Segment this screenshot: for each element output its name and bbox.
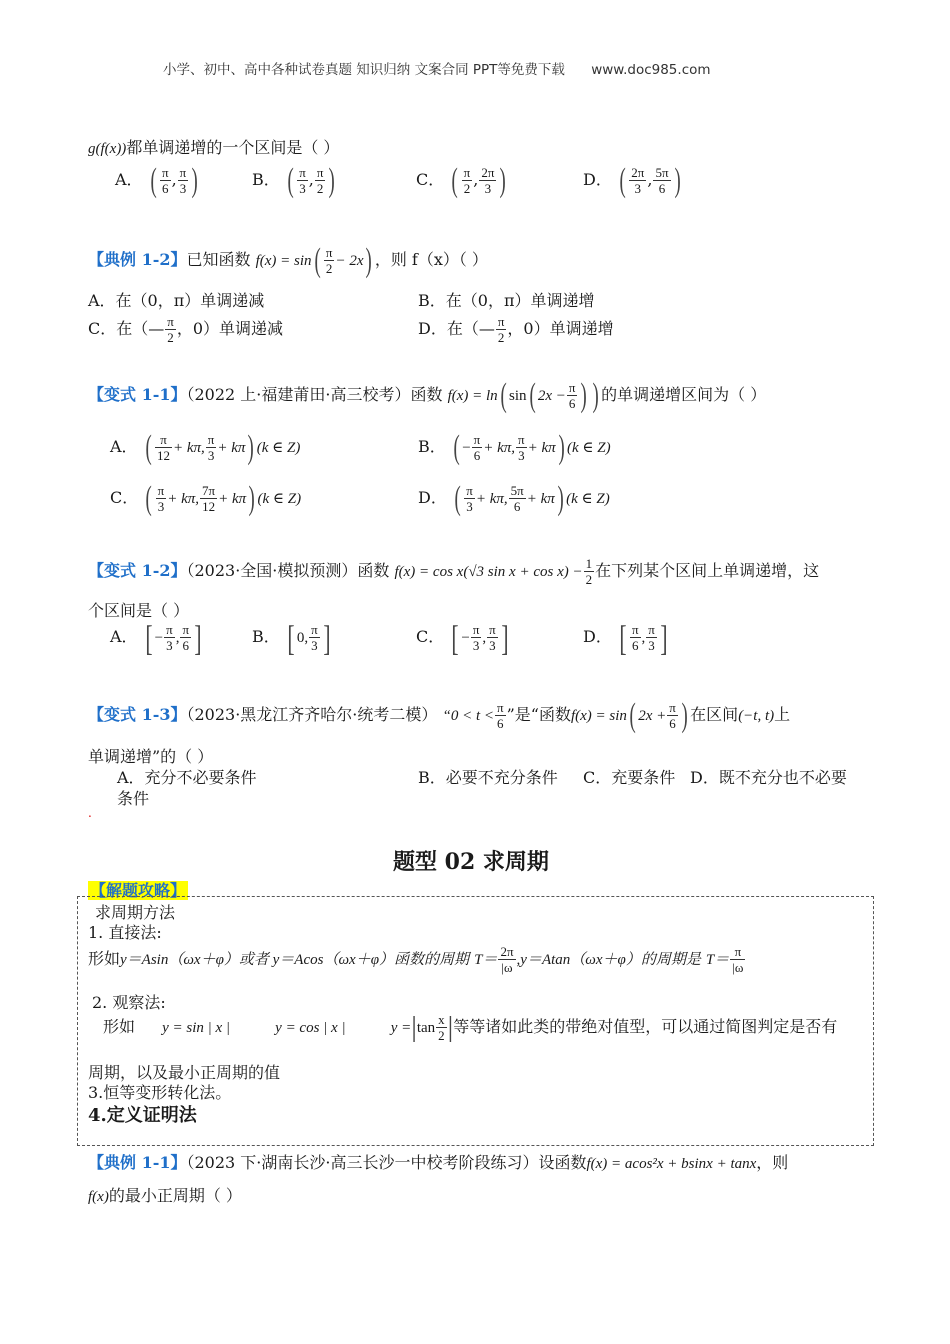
frac-num: π: [311, 622, 318, 637]
option-d: D．既不充分也不必要: [690, 768, 847, 787]
term: + kπ,: [475, 491, 508, 507]
m2-f3-tan: tan: [416, 1020, 436, 1036]
kz: (k ∈ Z): [566, 491, 610, 507]
method-3: 3.恒等变形转化法。: [88, 1083, 232, 1102]
option-a: A．充分不必要条件: [117, 768, 257, 787]
frac-den: 3: [648, 638, 655, 653]
frac-den: 3: [634, 181, 642, 196]
frac-den: 12: [202, 499, 216, 514]
method-2-line: 形如 y = sin | x | y = cos | x | y =|tan $\frac{x}{2}$ |等等诸如此类的带绝对值型，可以通过简图判定是否有: [103, 1011, 838, 1043]
term: ,: [641, 630, 646, 646]
option-label: D．: [583, 627, 612, 646]
frac-den: 6: [162, 181, 169, 196]
frac-den: 6: [182, 638, 189, 653]
option-b: B． ( $\frac{\pi}{3}$ , $\frac{\pi}{2}$ ): [252, 161, 336, 199]
variant-tag: 【变式 1-1】: [88, 385, 187, 404]
frac-den: 3: [179, 181, 187, 196]
frac-den: 3: [166, 638, 173, 653]
frac-num: π: [166, 622, 173, 637]
frac-num: π: [473, 432, 481, 447]
frac-den: 3: [299, 181, 306, 196]
method-4: 4.定义证明法: [88, 1105, 197, 1126]
term: + kπ,: [167, 491, 200, 507]
term: −: [154, 630, 164, 646]
frac-num: 2π: [631, 165, 645, 180]
option-label: B．: [252, 170, 280, 189]
frac-num: π: [466, 483, 473, 498]
variant-tag: 【变式 1-3】: [88, 705, 187, 724]
header-text: 小学、初中、高中各种试卷真题 知识归纳 文案合同 PPT等免费下载: [163, 62, 565, 78]
frac-den: 3: [466, 499, 473, 514]
method-2-line2: 周期，以及最小正周期的值: [88, 1063, 281, 1082]
frac-den: 2: [438, 1028, 445, 1043]
term: + kπ,: [483, 440, 516, 456]
variant-line2: 个区间是（ ）: [88, 601, 190, 620]
example-1-1-period: [88, 1150, 788, 1173]
term: + kπ: [526, 491, 555, 507]
example-line2: [88, 1183, 242, 1206]
frac-den: 12: [156, 448, 170, 463]
variant-line2: 单调递增”的（ ）: [88, 747, 214, 766]
m1-T1: T＝: [474, 952, 498, 968]
strategy-tag-text: 【解题攻略】: [90, 881, 187, 900]
frac-den: 2: [585, 572, 593, 587]
option-label: A．: [110, 437, 138, 456]
line2-math: f(x): [88, 1189, 109, 1205]
kz: (k ∈ Z): [566, 440, 611, 456]
m2-f2: y = cos | x |: [275, 1020, 346, 1036]
interval-post: 上: [774, 705, 791, 724]
variant-post: 的单调递增区间为（ ）: [601, 385, 767, 404]
frac-den: 6: [513, 499, 521, 514]
option-c: C． ( $\frac{\pi}{3}$ + kπ, $\frac{7\pi}{12}$ + kπ) (k ∈ Z): [110, 479, 302, 517]
frac-num: π: [489, 622, 496, 637]
frac-num: π: [299, 165, 306, 180]
frac-num: 1: [585, 556, 593, 571]
interval: (−t, t): [738, 708, 775, 724]
frac-num: π: [472, 622, 480, 637]
option-a: A．在（0，π）单调递减: [88, 291, 265, 310]
term: −: [461, 630, 470, 646]
line2-text: 的最小正周期（ ）: [108, 1186, 242, 1205]
frac-den: |ω: [501, 960, 513, 975]
option-d-continued: 条件: [117, 789, 150, 808]
term: ,: [175, 630, 180, 646]
func-expr: f(x) = ln: [447, 388, 498, 404]
stray-dot: .: [88, 806, 92, 820]
m2-f1: y = sin | x |: [162, 1020, 231, 1036]
question-stem: [88, 135, 339, 158]
option-c: C． ( $\frac{\pi}{2}$ , $\frac{2\pi}{3}$ ): [416, 161, 507, 199]
frac-den: 2: [325, 261, 333, 276]
stem-math: g(f(x)): [88, 141, 127, 157]
variant-1-1: 【变式 1-1】（2022 上·福建莆田·高三校考）函数 f(x) = ln( sin( 2x − $\frac{\pi}{6}$ ) ) 的单调递增区间为（ ）: [88, 376, 767, 414]
frac-num: 2π: [500, 944, 514, 959]
cond-pre: “0 < t <: [442, 708, 494, 724]
option-label: B．: [418, 437, 446, 456]
option-b: B．必要不充分条件: [418, 768, 558, 787]
option-b: B．在（0，π）单调递增: [418, 291, 595, 310]
func-expr: f(x) = acos²x + bsinx + tanx: [586, 1156, 757, 1172]
example-source: （2023 下·湖南长沙·高三长沙一中校考阶段练习）设函数: [186, 1153, 587, 1172]
m2-b: 等等诸如此类的带绝对值型，可以通过简图判定是否有: [453, 1017, 838, 1036]
option-label: B．: [252, 627, 280, 646]
kz: (k ∈ Z): [257, 491, 302, 507]
frac-den: 2: [463, 181, 471, 196]
frac-den: 3: [489, 638, 496, 653]
frac-den: 3: [484, 181, 492, 196]
m2-a: 形如: [103, 1017, 136, 1036]
option-d-pre: D．在（—: [418, 319, 495, 338]
header-site: www.doc985.com: [591, 62, 711, 78]
frac-den: 2: [316, 181, 324, 196]
frac-num: π: [730, 944, 745, 960]
frac-num: π: [155, 432, 172, 448]
frac-num: π: [518, 432, 525, 447]
variant-source: （2023·黑龙江齐齐哈尔·统考二模）: [186, 705, 438, 724]
example-post: ，则: [756, 1153, 789, 1172]
method-1-line: [88, 944, 746, 975]
frac-num: π: [631, 622, 639, 637]
frac-num: π: [497, 700, 504, 715]
frac-num: π: [179, 165, 187, 180]
frac-den: 3: [518, 448, 525, 463]
frac-den: 6: [631, 638, 639, 653]
example-tag: 【典例 1-2】: [88, 250, 187, 269]
m1-c: ,y＝Atan（ωx＋φ）的周期是: [516, 952, 701, 968]
frac-num: π: [497, 314, 505, 329]
term: + kπ: [527, 440, 556, 456]
option-a: A． ( $\frac{\pi}{12}$ + kπ, $\frac{\pi}{3}$ + kπ) (k ∈ Z): [110, 428, 301, 466]
frac-den: |ω: [732, 960, 744, 975]
option-label: C．: [416, 170, 445, 189]
frac-num: π: [161, 165, 169, 180]
frac-num: x: [438, 1012, 445, 1027]
option-label: A．: [110, 627, 138, 646]
frac-den: 2: [497, 330, 505, 345]
method-1: 1. 直接法:: [88, 923, 162, 942]
frac-num: 5π: [655, 165, 669, 180]
option-b: B． ( − $\frac{\pi}{6}$ + kπ, $\frac{\pi}{3}$ + kπ) (k ∈ Z): [418, 428, 611, 466]
m1-T2: T＝: [705, 952, 730, 968]
term: 0,: [296, 630, 309, 646]
func-expr: f(x) = sin: [570, 708, 627, 724]
frac-num: π: [316, 165, 324, 180]
variant-1-3: 【变式 1-3】（2023·黑龙江齐齐哈尔·统考二模） “0 < t < $\frac{\pi}{6}$ ”是“函数f(x) = sin( 2x + $\frac{\pi}{6}$ ) 在区间(−t, t)上: [88, 696, 791, 734]
option-c: [88, 314, 283, 345]
variant-post: 在下列某个区间上单调递增，这: [595, 561, 820, 580]
option-label: D．: [418, 488, 447, 507]
frac-den: 3: [472, 638, 480, 653]
option-c: C．充要条件: [583, 768, 676, 787]
example-post: ，则 f（x）（ ）: [374, 250, 488, 269]
option-label: A．: [115, 170, 143, 189]
term: + kπ: [217, 440, 246, 456]
option-a: A． ( $\frac{\pi}{6}$ , $\frac{\pi}{3}$ ): [115, 161, 199, 199]
option-label: C．: [110, 488, 139, 507]
header-banner: [163, 58, 711, 78]
term: −: [462, 440, 471, 456]
frac-den: 6: [658, 181, 666, 196]
func-tail: − 2x: [335, 253, 364, 269]
option-d: D． ( $\frac{\pi}{3}$ + kπ, $\frac{5\pi}{6}$ + kπ) (k ∈ Z): [418, 479, 610, 517]
m2-f3-pre: y =: [390, 1020, 412, 1036]
frac-den: 3: [207, 448, 215, 463]
example-tag: 【典例 1-1】: [88, 1153, 187, 1172]
option-label: D．: [583, 170, 612, 189]
frac-den: 3: [157, 499, 165, 514]
frac-num: π: [669, 700, 676, 715]
term: + kπ: [218, 491, 247, 507]
option-c: C． [ − $\frac{\pi}{3}$ , $\frac{\pi}{3}$ ]: [416, 617, 509, 658]
stem-text: 都单调递增的一个区间是（ ）: [126, 138, 340, 157]
option-a: A． [ − $\frac{\pi}{3}$ , $\frac{\pi}{6}$ ]: [110, 617, 202, 658]
func-expr: f(x) = sin: [255, 253, 312, 269]
frac-num: 2π: [481, 165, 495, 180]
m1-b: y＝Asin（ωx＋φ）或者 y＝Acos（ωx＋φ）函数的周期: [120, 952, 470, 968]
term: ,: [482, 630, 487, 646]
frac-num: π: [325, 245, 333, 260]
frac-den: 6: [669, 716, 676, 731]
func-expr: f(x) = cos x(√3 sin x + cos x) −: [394, 564, 583, 580]
func-arg: 2x −: [537, 388, 566, 404]
frac-num: π: [463, 165, 471, 180]
frac-num: π: [167, 314, 174, 329]
method-2: 2. 观察法:: [92, 993, 166, 1012]
section-title: 题型 02 求周期: [393, 849, 549, 875]
frac-den: 2: [167, 330, 174, 345]
frac-num: π: [157, 483, 165, 498]
frac-den: 3: [311, 638, 318, 653]
option-c-pre: C．在（—: [88, 319, 165, 338]
frac-num: π: [207, 432, 215, 447]
strategy-title: 求周期方法: [95, 903, 176, 922]
m1-a: 形如: [88, 949, 121, 968]
cond-post: ”是“函数: [506, 705, 571, 724]
variant-source: （2022 上·福建莆田·高三校考）函数: [186, 385, 443, 404]
example-pre: 已知函数: [186, 250, 251, 269]
interval-pre: 在区间: [690, 705, 739, 724]
example-1-2: 【典例 1-2】已知函数 f(x) = sin( $\frac{\pi}{2}$ − 2x) ，则 f（x）（ ）: [88, 241, 488, 279]
kz: (k ∈ Z): [256, 440, 301, 456]
frac-den: 6: [497, 716, 504, 731]
option-d: D． [ $\frac{\pi}{6}$ , $\frac{\pi}{3}$ ]: [583, 617, 668, 658]
term: + kπ,: [172, 440, 205, 456]
func-inner: sin: [509, 388, 527, 404]
frac-num: π: [648, 622, 655, 637]
option-b: B． [ 0, $\frac{\pi}{3}$ ]: [252, 617, 331, 658]
frac-num: π: [182, 622, 190, 637]
option-label: C．: [416, 627, 445, 646]
option-c-post: ，0）单调递减: [176, 319, 284, 338]
func-arg: 2x +: [638, 708, 667, 724]
option-d: [418, 314, 614, 345]
variant-1-2: [88, 556, 819, 587]
option-d: D． ( $\frac{2\pi}{3}$ , $\frac{5\pi}{6}$ ): [583, 161, 681, 199]
frac-num: 7π: [202, 483, 216, 498]
option-d-post: ，0）单调递增: [507, 319, 614, 338]
variant-source: （2023·全国·模拟预测）函数: [186, 561, 390, 580]
frac-den: 6: [473, 448, 481, 463]
frac-num: 5π: [510, 483, 524, 498]
variant-tag: 【变式 1-2】: [88, 561, 187, 580]
